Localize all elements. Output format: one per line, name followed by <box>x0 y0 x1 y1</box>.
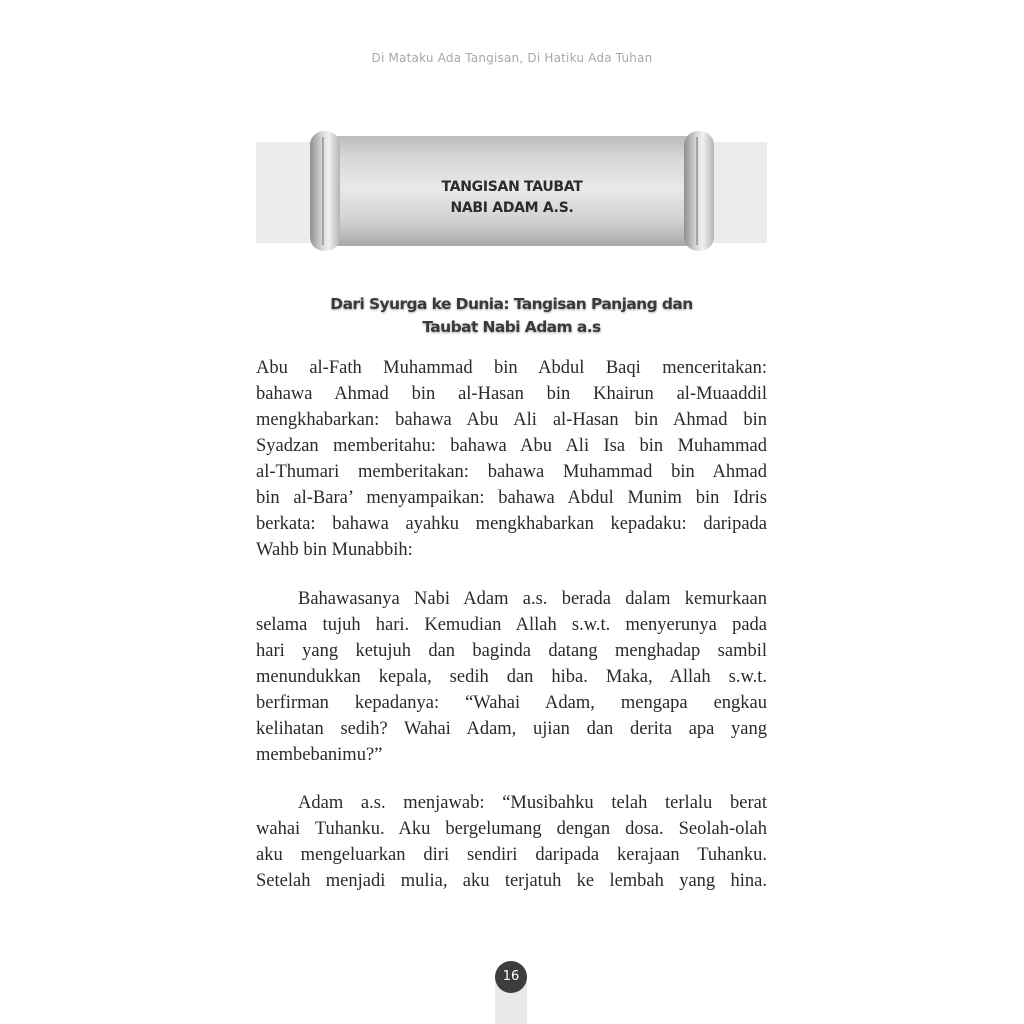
chapter-title <box>333 177 691 219</box>
section-heading-line: Taubat Nabi Adam a.s <box>422 318 601 336</box>
chapter-banner <box>323 131 701 251</box>
running-header: Di Mataku Ada Tangisan, Di Hatiku Ada Tuhan <box>371 51 653 65</box>
text-line: al-Thumari memberitakan: bahawa Muhammad bin Ahmad <box>256 462 767 482</box>
text-line: Bahawasanya Nabi Adam a.s. berada dalam kemurkaan <box>298 589 767 609</box>
chapter-title-line: NABI ADAM A.S. <box>450 200 574 216</box>
text-line: selama tujuh hari. Kemudian Allah s.w.t. menyerunya pada <box>256 615 767 635</box>
text-line: wahai Tuhanku. Aku bergelumang dengan dosa. Seolah-olah <box>256 819 767 839</box>
text-line: mengkhabarkan: bahawa Abu Ali al-Hasan bin Ahmad bin <box>256 410 767 430</box>
section-heading <box>256 293 767 339</box>
chapter-title-line: TANGISAN TAUBAT <box>441 179 583 195</box>
text-line: berkata: bahawa ayahku mengkhabarkan kepadaku: daripada <box>256 514 767 534</box>
page-number: 16 <box>495 961 527 993</box>
section-heading-line: Dari Syurga ke Dunia: Tangisan Panjang dan <box>330 295 693 313</box>
paragraph-3 <box>256 790 767 894</box>
text-line: membebanimu?” <box>256 745 383 765</box>
text-line: berfirman kepadanya: “Wahai Adam, mengapa engkau <box>256 693 767 713</box>
text-line: kelihatan sedih? Wahai Adam, ujian dan derita apa yang <box>256 719 767 739</box>
text-line: Syadzan memberitahu: bahawa Abu Ali Isa bin Muhammad <box>256 436 767 456</box>
text-line: bahawa Ahmad bin al-Hasan bin Khairun al-Muaaddil <box>256 384 767 404</box>
text-line: Setelah menjadi mulia, aku terjatuh ke lembah yang hina. <box>256 871 767 891</box>
paragraph-1 <box>256 355 767 563</box>
text-line: Abu al-Fath Muhammad bin Abdul Baqi menceritakan: <box>256 358 767 378</box>
text-line: Wahb bin Munabbih: <box>256 540 413 560</box>
text-line: hari yang ketujuh dan baginda datang menghadap sambil <box>256 641 767 661</box>
text-line: menundukkan kepala, sedih dan hiba. Maka, Allah s.w.t. <box>256 667 767 687</box>
text-line: bin al-Bara’ menyampaikan: bahawa Abdul Munim bin Idris <box>256 488 767 508</box>
paragraph-2 <box>256 586 767 768</box>
text-line: Adam a.s. menjawab: “Musibahku telah terlalu berat <box>298 793 767 813</box>
text-line: aku mengeluarkan diri sendiri daripada kerajaan Tuhanku. <box>256 845 767 865</box>
